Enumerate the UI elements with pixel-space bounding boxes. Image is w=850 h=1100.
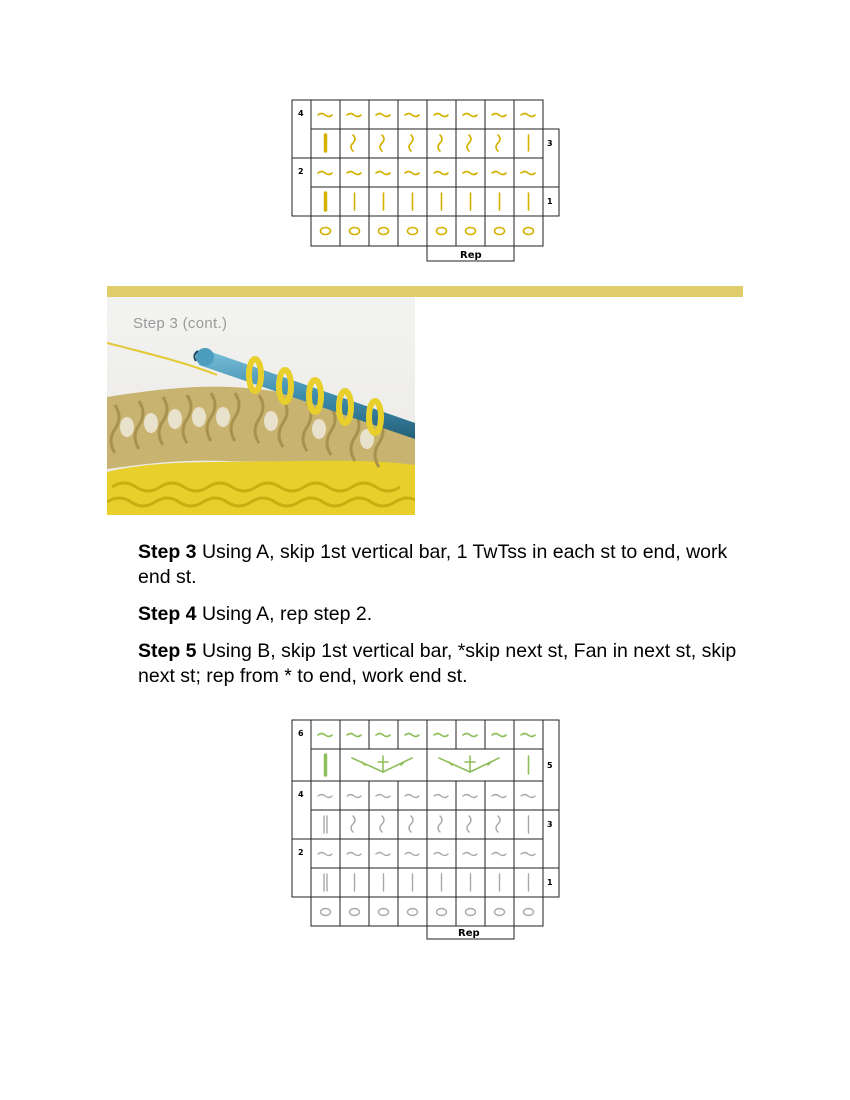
tilde-icon — [347, 172, 361, 175]
tilde-icon — [376, 172, 390, 175]
chain-oval-icon — [524, 228, 534, 235]
tilde-icon — [492, 734, 506, 737]
tilde-icon — [318, 172, 332, 175]
twist-icon — [496, 135, 500, 151]
chain-oval-icon — [379, 909, 389, 916]
twist-icon — [496, 816, 500, 832]
fan-icon — [352, 756, 412, 772]
tilde-icon — [376, 853, 390, 856]
chart2-rep-label: Rep — [458, 928, 480, 939]
stitch-chart-2-svg — [290, 718, 562, 944]
chain-oval-icon — [437, 228, 447, 235]
tilde-icon — [492, 172, 506, 175]
twist-icon — [351, 135, 355, 151]
tilde-icon — [376, 114, 390, 117]
step-5-paragraph — [138, 639, 758, 689]
chart2-row-label-4: 4 — [298, 790, 304, 799]
tilde-icon — [463, 795, 477, 798]
tilde-icon — [405, 795, 419, 798]
step-instructions — [138, 540, 758, 701]
chain-oval-icon — [466, 228, 476, 235]
twist-icon — [380, 135, 384, 151]
twist-icon — [351, 816, 355, 832]
stitch-chart-1-svg — [290, 98, 562, 264]
tilde-icon — [376, 795, 390, 798]
tilde-icon — [405, 853, 419, 856]
chart2-row-label-1: 1 — [547, 878, 553, 887]
tilde-icon — [347, 734, 361, 737]
tilde-icon — [318, 853, 332, 856]
tilde-icon — [347, 114, 361, 117]
tilde-icon — [347, 795, 361, 798]
step-3-paragraph — [138, 540, 758, 590]
twist-icon — [409, 816, 413, 832]
chain-oval-icon — [466, 909, 476, 916]
twist-icon — [438, 816, 442, 832]
tilde-icon — [492, 795, 506, 798]
tilde-icon — [347, 853, 361, 856]
tilde-icon — [434, 853, 448, 856]
tilde-icon — [318, 734, 332, 737]
tilde-icon — [492, 114, 506, 117]
tilde-icon — [463, 114, 477, 117]
tilde-icon — [521, 172, 535, 175]
tilde-icon — [434, 795, 448, 798]
tilde-icon — [463, 853, 477, 856]
chart2-row-label-3: 3 — [547, 820, 553, 829]
step-4-label: Step 4 — [138, 603, 197, 625]
chart1-rep-label: Rep — [460, 250, 482, 261]
chart2-row-label-5: 5 — [547, 761, 553, 770]
stitch-chart-1 — [290, 98, 562, 264]
chain-oval-icon — [350, 909, 360, 916]
step-3-text: Using A, skip 1st vertical bar, 1 TwTss in each st to end, work end st. — [138, 541, 728, 588]
photo-caption: Step 3 (cont.) — [133, 315, 228, 332]
twist-icon — [380, 816, 384, 832]
tilde-icon — [434, 172, 448, 175]
twist-icon — [467, 135, 471, 151]
twist-icon — [467, 816, 471, 832]
chain-oval-icon — [321, 909, 331, 916]
fan-icon — [439, 756, 499, 772]
chart2-row-label-2: 2 — [298, 848, 304, 857]
chain-oval-icon — [408, 909, 418, 916]
step-5-label: Step 5 — [138, 640, 197, 662]
tilde-icon — [521, 795, 535, 798]
chain-oval-icon — [321, 228, 331, 235]
tilde-icon — [376, 734, 390, 737]
chain-oval-icon — [495, 909, 505, 916]
tilde-icon — [521, 114, 535, 117]
chain-oval-icon — [379, 228, 389, 235]
chain-oval-icon — [408, 228, 418, 235]
section-divider-bar — [107, 286, 743, 297]
tilde-icon — [521, 853, 535, 856]
tilde-icon — [463, 172, 477, 175]
chain-oval-icon — [495, 228, 505, 235]
tilde-icon — [405, 734, 419, 737]
chain-oval-icon — [524, 909, 534, 916]
stitch-chart-2 — [290, 718, 562, 944]
tilde-icon — [521, 734, 535, 737]
step-5-text: Using B, skip 1st vertical bar, *skip next st, Fan in next st, skip next st; rep from * to end, work end st. — [138, 640, 737, 687]
chart1-row-label-2: 2 — [298, 167, 304, 176]
tilde-icon — [463, 734, 477, 737]
chain-oval-icon — [350, 228, 360, 235]
step-4-text: Using A, rep step 2. — [196, 603, 373, 625]
twist-icon — [409, 135, 413, 151]
tilde-icon — [492, 853, 506, 856]
tilde-icon — [405, 172, 419, 175]
step-photo — [107, 297, 415, 515]
chart1-row-label-1: 1 — [547, 197, 553, 206]
step-4-paragraph — [138, 602, 758, 627]
chain-oval-icon — [437, 909, 447, 916]
chart2-row-label-6: 6 — [298, 729, 304, 738]
tilde-icon — [434, 114, 448, 117]
tilde-icon — [434, 734, 448, 737]
tilde-icon — [318, 795, 332, 798]
tilde-icon — [405, 114, 419, 117]
chart1-row-label-4: 4 — [298, 109, 304, 118]
chart1-row-label-3: 3 — [547, 139, 553, 148]
tilde-icon — [318, 114, 332, 117]
twist-icon — [438, 135, 442, 151]
step-3-label: Step 3 — [138, 541, 197, 563]
